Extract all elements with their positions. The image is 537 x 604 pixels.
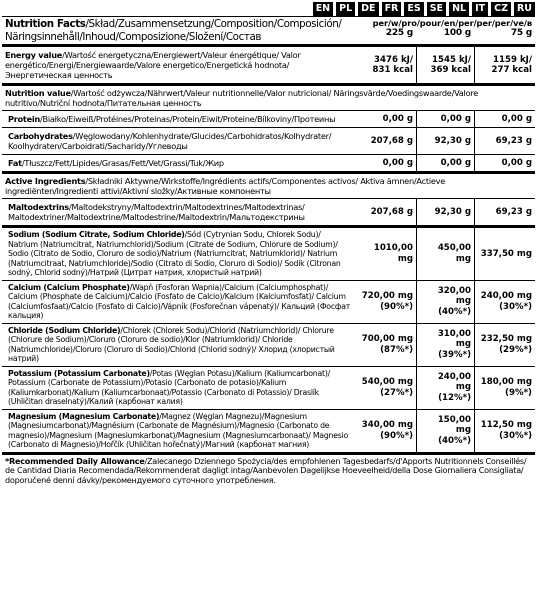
nutrition-value-row (2, 86, 535, 111)
potassium-row (2, 367, 535, 410)
per-225g: 225 g (385, 28, 413, 39)
calcium-225g: 720,00 mg (90%*) (361, 291, 413, 312)
energy-label: Energy value/Wartość energetyczna/Energiewert/Valeur énergétique/ Valor energético/Energi/Energiewaarde/Valore energetico/Energetická hodnota/ Энергетическая ценность (5, 50, 301, 81)
lang-ru: RU (514, 2, 535, 16)
maltodextrins-label: Maltodextrins/Maltodekstryny/Maltodextrin/Maltodextrines/Maltodextrinas/ Maltodextriner/Maltodextrine/Maltodestrine/Maltodextrin/Мальтодекстрины (8, 202, 305, 223)
energy-75g: 1159 kJ/ 277 kcal (474, 47, 535, 83)
rda-footnote: *Recommended Daily Allowance/Zalecanego Dziennego Spożycia/des empfohlenen Tagesbedarfs/d'Apports Nutritionnels Conseillés/ de Cantidad Diaria Recomendada/Rekommenderat dagligt intag/Aanbevolen Dagelijkse Hoeveelheid/della Dose Giornaliera Consigliata/ doporučené denní dávky/рекомендуемого суточного употребления. (5, 455, 527, 486)
energy-225g: 3476 kJ/ 831 kcal (372, 54, 413, 76)
lang-pl: PL (336, 2, 355, 16)
chloride-100g: 310,00 mg (39%*) (416, 324, 474, 366)
protein-label: Protein/Białko/Eiweiß/Protéines/Proteinas/Protein/Eiwit/Proteine/Bílkoviny/Протеины (8, 114, 336, 125)
potassium-75g: 180,00 mg (9%*) (474, 367, 535, 409)
calcium-row (2, 281, 535, 324)
carbohydrates-225g: 207,68 g (370, 135, 413, 146)
maltodextrins-row (2, 199, 535, 228)
calcium-75g: 240,00 mg (30%*) (474, 281, 535, 323)
sodium-75g: 337,50 mg (474, 228, 535, 280)
sodium-100g: 450,00 mg (416, 228, 474, 280)
magnesium-75g: 112,50 mg (30%*) (474, 410, 535, 452)
nutrition-table (2, 16, 535, 488)
lang-se: SE (427, 2, 446, 16)
lang-cz: CZ (491, 2, 511, 16)
lang-it: IT (472, 2, 488, 16)
chloride-75g: 232,50 mg (29%*) (474, 324, 535, 366)
protein-100g: 0,00 g (416, 111, 474, 127)
fat-225g: 0,00 g (382, 157, 413, 168)
nutrition-value-label: Nutrition value/Wartość odżywcza/Nährwert/Valeur nutritionnelle/Valor nutricional/ Näringsvärde/Voedingswaarde/Valore nutritivo/Nutriční hodnota/Питательная ценность (5, 88, 479, 109)
protein-75g: 0,00 g (474, 111, 535, 127)
per-100g: 100 g (443, 28, 471, 39)
active-ingredients-row (2, 174, 535, 199)
lang-en: EN (313, 2, 333, 16)
maltodextrins-75g: 69,23 g (474, 199, 535, 225)
magnesium-100g: 150,00 mg (40%*) (416, 410, 474, 452)
chloride-row (2, 324, 535, 367)
table-title: Nutrition Facts/Skład/Zusammensetzung/Composition/Composición/ Näringsinnehåll/Inhoud/Composizione/Složení/Состав (5, 18, 342, 43)
magnesium-row (2, 410, 535, 455)
sodium-row (2, 228, 535, 281)
per-75g: 75 g (510, 28, 532, 39)
active-ingredients-label: Active Ingredients/Składniki Aktywne/Wirkstoffe/Ingrédients actifs/Componentes activos/ Aktiva ämnen/Actieve ingrediënten/Ingredienti attivi/Aktivní složky/Активные компоненты (5, 176, 446, 197)
energy-100g: 1545 kJ/ 369 kcal (416, 47, 474, 83)
protein-row (2, 111, 535, 128)
chloride-label: Chloride (Sodium Chloride)/Chlorek (Chlorek Sodu)/Chlorid (Natriumchlorid)/ Chlorure (Chlorure de Sodium)/Cloruro (Cloruro de sodio)/Klor (Natriumklorid)/ Chloride (Natriumchloride)/Cloruro (Cloruro di Sodio)/Chlorid (Chlorid sodný)/ Хлорид (хлористый натрий) (8, 325, 335, 364)
maltodextrins-100g: 92,30 g (416, 199, 474, 225)
energy-row (2, 47, 535, 86)
fat-label: Fat/Tłuszcz/Fett/Lipides/Grasas/Fett/Vet/Grassi/Tuk/Жир (8, 158, 224, 169)
carbohydrates-100g: 92,30 g (416, 128, 474, 154)
per-label: per/w/pro/pour/en/per/per/per/ve/в (372, 18, 532, 28)
calcium-label: Calcium (Calcium Phosphate)/Wapń (Fosforan Wapnia)/Calcium (Calciumphosphat)/ Calcium (Phosphate de Calcium)/Calcio (Fosfato de Calcio)/Kalcium (Kalciumfosfat)/ Calcium (Calciumfosfaat)/Calcio (Fosfato di Calcio)/Vápník (Fosforečnan vápenatý)/ Кальций (Фосфат кальция) (8, 282, 351, 321)
magnesium-225g: 340,00 mg (90%*) (361, 420, 413, 441)
lang-de: DE (358, 2, 378, 16)
sodium-label: Sodium (Sodium Citrate, Sodium Chloride)/Sód (Cytrynian Sodu, Chlorek Sodu)/ Natrium (Natriumcitrat, Natriumchlorid)/Sodium (Citrate de Sodium, Chlorure de Sodium)/ Sodio (Citrato de Sodio, Cloruro de sodio)/Natrium (Natriumcitrat, Natriumklorid)/ Natrium (Natriumcitraat, Natriumchloride)/Sodio (Citrato di Sodio, Cloruro di Sodio)/ Sodík (Citronan sodný, Chlorid sodný)/Натрий (Цитрат натрия, хлористый натрий) (8, 230, 341, 278)
lang-fr: FR (382, 2, 402, 16)
sodium-225g: 1010,00 mg (373, 243, 413, 264)
potassium-100g: 240,00 mg (12%*) (416, 367, 474, 409)
fat-row (2, 155, 535, 174)
table-header (2, 17, 535, 47)
carbohydrates-row (2, 128, 535, 155)
fat-100g: 0,00 g (416, 155, 474, 171)
carbohydrates-75g: 69,23 g (474, 128, 535, 154)
lang-es: ES (404, 2, 423, 16)
carbohydrates-label: Carbohydrates/Węglowodany/Kohlenhydrate/Glucides/Carbohidratos/Kolhydrater/ Koolhydraten/Carboidrati/Sacharidy/Углеводы (8, 131, 332, 152)
lang-nl: NL (449, 2, 469, 16)
potassium-225g: 540,00 mg (27%*) (361, 377, 413, 398)
potassium-label: Potassium (Potassium Carbonate)/Potas (Węglan Potasu)/Kalium (Kaliumcarbonat)/ Potassium (Carbonate de Potassium)/Potasio (Carbonato de potasio)/Kalium (Kaliumkarbonat)/Kalium (Kaliumcarbonaat)/Potassio (Carbonato di Potassio)/ Draslík (Uhličitan draselnatý)/Калий (карбонат калия) (8, 368, 330, 407)
magnesium-label: Magnesium (Magnesium Carbonate)/Magnez (Węglan Magnezu)/Magnesium (Magnesiumcarbonat)/Magnésium (Carbonate de Magnésium)/Magnesio (Carbonato de magnesio)/Magnesium (Magnesiumkarbonat)/Magnesium (Magnesiumcarbonaat)/ Magnesio (Carbonato di Magnesio)/Hořčík (Uhličitan hořečnatý)/Магний (карбонат магния) (8, 411, 349, 450)
per-columns (354, 17, 535, 44)
protein-225g: 0,00 g (382, 113, 413, 124)
language-bar (313, 2, 535, 16)
chloride-225g: 700,00 mg (87%*) (361, 334, 413, 355)
maltodextrins-225g: 207,68 g (370, 206, 413, 217)
fat-75g: 0,00 g (474, 155, 535, 171)
calcium-100g: 320,00 mg (40%*) (416, 281, 474, 323)
